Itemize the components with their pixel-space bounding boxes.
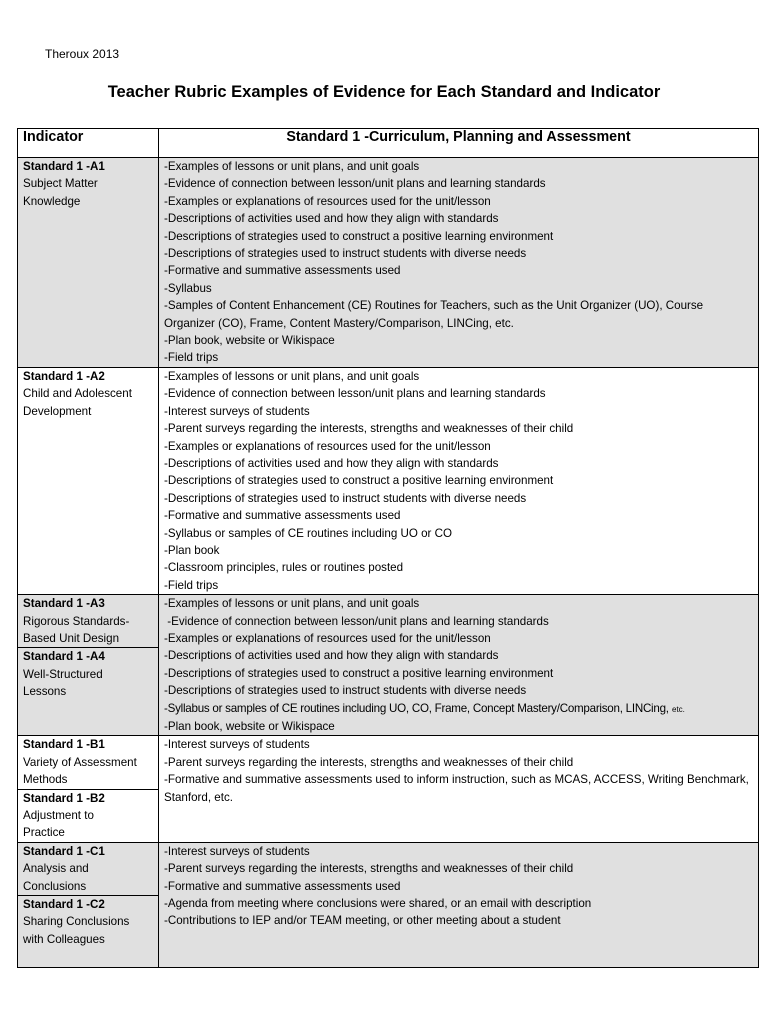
evidence-item: -Interest surveys of students xyxy=(164,844,310,858)
indicator-name: Lessons xyxy=(23,685,67,699)
evidence-item: -Syllabus or samples of CE routines including UO or CO xyxy=(164,526,453,540)
column-header-indicator: Indicator xyxy=(18,129,159,158)
document-title: Teacher Rubric Examples of Evidence for Each Standard and Indicator xyxy=(107,83,661,101)
evidence-item: -Examples or explanations of resources used for the unit/lesson xyxy=(164,631,491,645)
indicator-name: Sharing Conclusions xyxy=(23,915,130,929)
indicator-name: Adjustment to xyxy=(23,809,94,823)
indicator-id: Standard 1 -A2 xyxy=(23,369,105,383)
indicator-name: Based Unit Design xyxy=(23,631,120,645)
indicator-block xyxy=(18,789,158,842)
evidence-cell xyxy=(159,367,759,594)
evidence-item: -Formative and summative assessments used to inform instruction, such as MCAS, ACCESS, Writing Benchmark, Stanford, etc. xyxy=(164,773,749,804)
indicator-block xyxy=(18,595,158,647)
evidence-cell xyxy=(159,736,759,842)
table-header-row xyxy=(18,129,759,158)
evidence-item: -Contributions to IEP and/or TEAM meeting, or other meeting about a student xyxy=(164,914,561,928)
indicator-id: Standard 1 -A1 xyxy=(23,160,105,173)
evidence-item: -Descriptions of strategies used to instruct students with diverse needs xyxy=(164,491,527,505)
rubric-table xyxy=(17,128,759,968)
evidence-item: -Evidence of connection between lesson/unit plans and learning standards xyxy=(164,387,546,401)
table-row xyxy=(18,158,759,368)
evidence-item: -Evidence of connection between lesson/unit plans and learning standards xyxy=(164,614,549,628)
indicator-id: Standard 1 -A3 xyxy=(23,597,105,611)
indicator-cell xyxy=(18,158,159,368)
evidence-item: -Examples or explanations of resources used for the unit/lesson xyxy=(164,194,491,208)
table-row xyxy=(18,736,759,842)
indicator-id: Standard 1 -B1 xyxy=(23,738,105,752)
indicator-name: Analysis and xyxy=(23,862,89,876)
indicator-cell xyxy=(18,842,159,967)
evidence-item: -Descriptions of strategies used to instruct students with diverse needs xyxy=(164,684,527,698)
evidence-item: -Descriptions of strategies used to construct a positive learning environment xyxy=(164,229,554,243)
evidence-item: -Field trips xyxy=(164,351,219,365)
evidence-item: -Plan book, website or Wikispace xyxy=(164,720,335,733)
evidence-item: -Interest surveys of students xyxy=(164,738,310,752)
evidence-cell xyxy=(159,595,759,736)
evidence-item: -Examples of lessons or unit plans, and unit goals xyxy=(164,597,420,611)
table-row xyxy=(18,595,759,736)
indicator-name: Methods xyxy=(23,773,68,787)
evidence-item: -Parent surveys regarding the interests, strengths and weaknesses of their child xyxy=(164,862,574,876)
indicator-block xyxy=(18,843,158,895)
header-note: Theroux 2013 xyxy=(45,47,120,61)
evidence-item: -Formative and summative assessments used xyxy=(164,879,401,893)
evidence-item: -Examples of lessons or unit plans, and unit goals xyxy=(164,369,420,383)
evidence-item: -Agenda from meeting where conclusions were shared, or an email with description xyxy=(164,897,592,911)
evidence-item: -Formative and summative assessments used xyxy=(164,264,401,278)
evidence-item: -Descriptions of activities used and how they align with standards xyxy=(164,456,499,470)
indicator-cell xyxy=(18,367,159,594)
indicator-name: with Colleagues xyxy=(23,932,105,946)
indicator-name: Rigorous Standards- xyxy=(23,614,130,628)
table-row xyxy=(18,842,759,967)
indicator-id: Standard 1 -B2 xyxy=(23,791,105,805)
indicator-name: Subject Matter xyxy=(23,177,98,191)
evidence-item: -Plan book xyxy=(164,543,220,557)
indicator-block xyxy=(18,736,158,788)
evidence-item: -Parent surveys regarding the interests, strengths and weaknesses of their child xyxy=(164,755,574,769)
evidence-item: -Examples of lessons or unit plans, and unit goals xyxy=(164,160,420,173)
evidence-text: -Syllabus or samples of CE routines including UO, CO, Frame, Concept Mastery/Comparison, LINCing, xyxy=(164,701,669,715)
indicator-name: Development xyxy=(23,404,92,418)
evidence-item: -Descriptions of strategies used to instruct students with diverse needs xyxy=(164,247,527,261)
indicator-name: Variety of Assessment xyxy=(23,755,137,769)
indicator-name: Well-Structured xyxy=(23,667,103,681)
evidence-item: -Descriptions of strategies used to construct a positive learning environment xyxy=(164,474,554,488)
indicator-id: Standard 1 -C1 xyxy=(23,844,105,858)
evidence-item: -Examples or explanations of resources used for the unit/lesson xyxy=(164,439,491,453)
evidence-item: -Descriptions of activities used and how they align with standards xyxy=(164,649,499,663)
evidence-item: -Syllabus xyxy=(164,281,212,295)
indicator-cell xyxy=(18,736,159,842)
indicator-name: Knowledge xyxy=(23,194,81,208)
evidence-item: -Field trips xyxy=(164,578,219,592)
evidence-item: -Evidence of connection between lesson/unit plans and learning standards xyxy=(164,177,546,191)
indicator-name: Practice xyxy=(23,826,65,840)
evidence-cell xyxy=(159,158,759,368)
evidence-item: -Samples of Content Enhancement (CE) Routines for Teachers, such as the Unit Organizer (UO), Course Organizer (CO), Frame, Content Mastery/Comparison, LINCing, etc. xyxy=(164,299,704,330)
evidence-item xyxy=(164,700,753,718)
column-header-standard: Standard 1 -Curriculum, Planning and Assessment xyxy=(159,129,759,158)
evidence-item: -Interest surveys of students xyxy=(164,404,310,418)
indicator-id: Standard 1 -A4 xyxy=(23,650,105,664)
evidence-cell xyxy=(159,842,759,967)
evidence-item: -Plan book, website or Wikispace xyxy=(164,334,335,348)
evidence-item: -Descriptions of strategies used to construct a positive learning environment xyxy=(164,666,554,680)
evidence-tail: etc. xyxy=(672,704,685,714)
indicator-block xyxy=(18,647,158,700)
indicator-cell xyxy=(18,595,159,736)
indicator-name: Child and Adolescent xyxy=(23,387,132,401)
indicator-id: Standard 1 -C2 xyxy=(23,898,105,912)
indicator-name: Conclusions xyxy=(23,879,87,893)
evidence-item: -Descriptions of activities used and how they align with standards xyxy=(164,212,499,226)
evidence-item: -Formative and summative assessments used xyxy=(164,509,401,523)
table-row xyxy=(18,367,759,594)
evidence-item: -Parent surveys regarding the interests, strengths and weaknesses of their child xyxy=(164,422,574,436)
evidence-item: -Classroom principles, rules or routines posted xyxy=(164,561,404,575)
indicator-block xyxy=(18,895,158,948)
